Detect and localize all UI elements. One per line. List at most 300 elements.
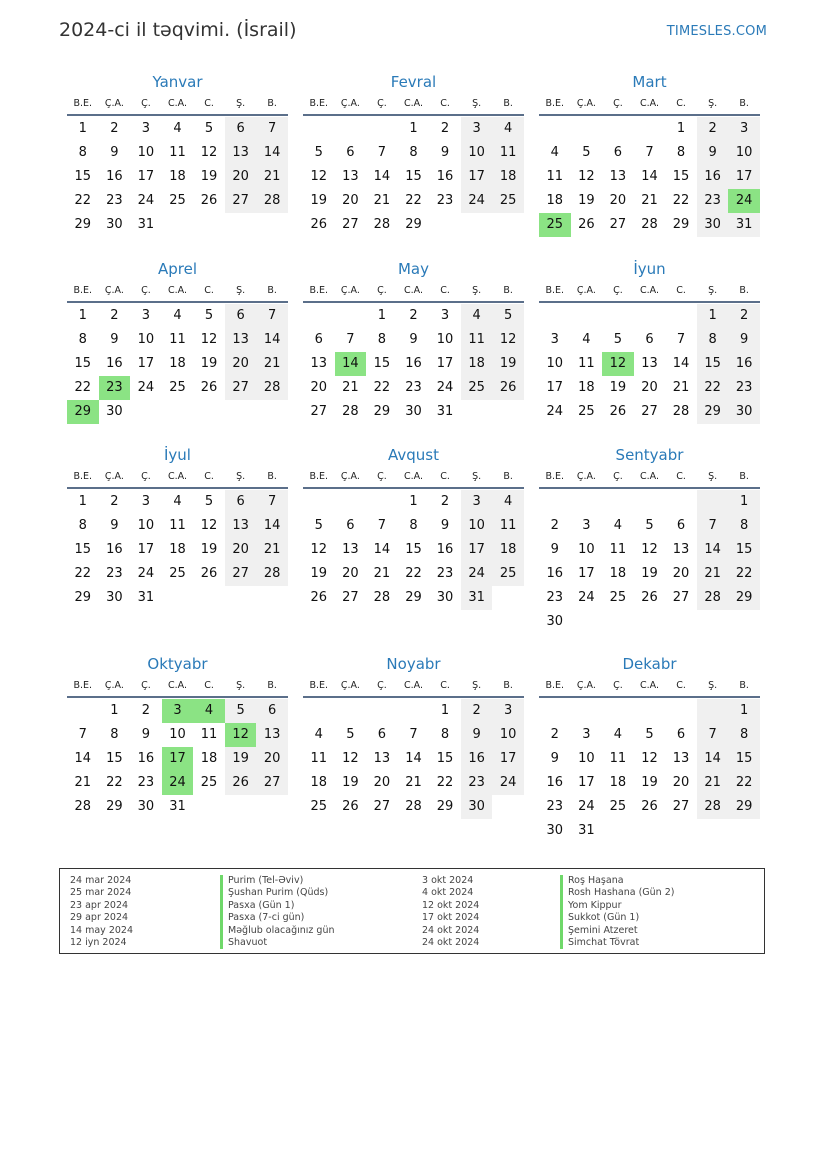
day-cell: 20: [672, 775, 690, 790]
weekday-label: C.: [204, 284, 214, 296]
day-cell: 13: [672, 542, 690, 557]
day-cell: 7: [256, 490, 288, 514]
day-cell: 19: [492, 352, 524, 376]
months-grid: [67, 72, 761, 843]
day-cell: 6: [676, 518, 686, 533]
weekday-header: [539, 674, 760, 698]
day-cell: 22: [405, 193, 422, 208]
weekday-label: B.: [503, 97, 513, 109]
weekday-label: Ç.A.: [576, 679, 596, 691]
day-cell: 9: [110, 145, 119, 160]
day-cell: 27: [672, 590, 690, 605]
day-cell: 21: [256, 352, 288, 376]
weekday-label: Ç.A.: [340, 284, 360, 296]
days-grid: [539, 303, 760, 424]
weekday-label: Ş.: [708, 284, 718, 296]
day-cell: 27: [641, 404, 658, 419]
day-cell: 14: [256, 141, 288, 165]
day-cell: 8: [78, 518, 87, 533]
weekday-label: Ş.: [236, 679, 246, 691]
month-4: [67, 259, 288, 424]
holiday-day-cell: 23: [99, 376, 131, 400]
day-cell: 26: [609, 404, 627, 419]
day-cell: 28: [641, 217, 658, 232]
empty-cell: [571, 699, 603, 723]
day-cell: 17: [492, 747, 524, 771]
day-cell: 7: [645, 145, 654, 160]
day-cell: 3: [728, 117, 760, 141]
day-cell: 7: [78, 727, 87, 742]
weekday-label: C.A.: [639, 679, 659, 691]
weekday-label: B.: [503, 470, 513, 482]
day-cell: 22: [106, 775, 123, 790]
day-cell: 9: [440, 145, 450, 160]
day-cell: 9: [697, 141, 729, 165]
weekday-label: Ç.A.: [576, 284, 596, 296]
day-cell: 14: [373, 542, 391, 557]
day-cell: 12: [492, 328, 524, 352]
day-cell: 12: [342, 751, 359, 766]
day-cell: 27: [225, 376, 257, 400]
days-grid: [539, 698, 760, 843]
weekday-label: Ç.A.: [104, 97, 124, 109]
day-cell: 3: [461, 117, 493, 141]
holiday-date: 12 okt 2024: [422, 899, 480, 911]
day-cell: 18: [310, 775, 328, 790]
weekday-label: Ç.A.: [104, 470, 124, 482]
day-cell: 18: [492, 538, 524, 562]
day-cell: 28: [697, 795, 729, 819]
holiday-day-cell: 24: [162, 771, 194, 795]
day-cell: 22: [74, 380, 92, 395]
day-cell: 25: [578, 404, 595, 419]
day-cell: 22: [697, 376, 729, 400]
day-cell: 11: [492, 141, 524, 165]
day-cell: 2: [728, 304, 760, 328]
day-cell: 5: [314, 518, 323, 533]
day-cell: 19: [310, 566, 328, 581]
day-cell: 28: [256, 562, 288, 586]
day-cell: 5: [645, 727, 654, 742]
day-cell: 11: [310, 751, 328, 766]
weekday-label: Ç.: [377, 97, 387, 109]
day-cell: 2: [550, 727, 559, 742]
day-cell: 15: [405, 169, 422, 184]
day-cell: 15: [405, 542, 422, 557]
empty-cell: [539, 699, 571, 723]
holiday-name: Məğlub olacağınız gün: [220, 925, 410, 937]
weekday-label: C.A.: [639, 284, 659, 296]
day-cell: 6: [256, 699, 288, 723]
day-cell: 30: [436, 590, 454, 605]
weekday-label: C.: [204, 679, 214, 691]
weekday-label: Ç.A.: [340, 470, 360, 482]
day-cell: 27: [256, 771, 288, 795]
day-cell: 15: [74, 542, 92, 557]
day-cell: 4: [461, 304, 493, 328]
weekday-label: B.: [503, 679, 513, 691]
day-cell: 10: [492, 723, 524, 747]
empty-cell: [634, 304, 666, 328]
weekday-label: B.: [739, 679, 749, 691]
brand-link[interactable]: TIMESLES.COM: [666, 24, 767, 39]
day-cell: 7: [697, 514, 729, 538]
empty-cell: [335, 304, 367, 328]
day-cell: 30: [106, 404, 123, 419]
day-cell: 22: [74, 566, 92, 581]
day-cell: 14: [697, 747, 729, 771]
weekday-label: C.: [440, 679, 450, 691]
day-cell: 16: [728, 352, 760, 376]
weekday-label: Ç.: [377, 470, 387, 482]
month-11: [303, 654, 524, 843]
day-cell: 1: [676, 121, 686, 136]
day-cell: 10: [436, 332, 454, 347]
weekday-label: C.: [676, 679, 686, 691]
holiday-day-cell: 29: [67, 400, 99, 424]
empty-cell: [665, 699, 697, 723]
holiday-dates-right: [422, 875, 557, 949]
day-cell: 8: [697, 328, 729, 352]
day-cell: 24: [461, 189, 493, 213]
day-cell: 21: [342, 380, 359, 395]
day-cell: 8: [676, 145, 686, 160]
month-1: [67, 72, 288, 237]
day-cell: 4: [173, 121, 182, 136]
weekday-label: Ş.: [472, 97, 482, 109]
day-cell: 1: [440, 703, 450, 718]
day-cell: 27: [310, 404, 328, 419]
day-cell: 16: [461, 747, 493, 771]
day-cell: 21: [405, 775, 422, 790]
holiday-day-cell: 4: [193, 699, 225, 723]
page-title: 2024-ci il təqvimi. (İsrail): [59, 19, 297, 41]
day-cell: 2: [110, 494, 119, 509]
empty-cell: [303, 304, 335, 328]
day-cell: 4: [492, 117, 524, 141]
day-cell: 7: [697, 723, 729, 747]
days-grid: [303, 116, 524, 237]
day-cell: 1: [409, 121, 418, 136]
holiday-date: 24 okt 2024: [422, 936, 480, 948]
weekday-label: C.A.: [167, 284, 187, 296]
day-cell: 28: [373, 590, 391, 605]
holiday-date: 14 may 2024: [70, 924, 134, 936]
day-cell: 23: [728, 376, 760, 400]
weekday-label: B.E.: [73, 284, 93, 296]
day-cell: 21: [74, 775, 92, 790]
day-cell: 17: [137, 542, 155, 557]
day-cell: 15: [436, 751, 454, 766]
day-cell: 18: [492, 165, 524, 189]
day-cell: 8: [377, 332, 387, 347]
day-cell: 27: [373, 799, 391, 814]
weekday-label: B.E.: [309, 679, 329, 691]
day-cell: 7: [256, 304, 288, 328]
holiday-date: 25 mar 2024: [70, 887, 132, 899]
day-cell: 31: [461, 586, 493, 610]
weekday-label: C.A.: [403, 97, 423, 109]
day-cell: 14: [672, 356, 690, 371]
day-cell: 11: [169, 518, 186, 533]
weekday-label: B.: [267, 97, 277, 109]
weekday-header: [303, 674, 524, 698]
day-cell: 6: [314, 332, 323, 347]
empty-cell: [602, 117, 634, 141]
day-cell: 30: [546, 614, 564, 629]
day-cell: 18: [609, 775, 627, 790]
weekday-label: B.E.: [73, 97, 93, 109]
day-cell: 23: [546, 590, 564, 605]
days-grid: [539, 116, 760, 237]
month-name: Mart: [632, 73, 667, 91]
weekday-label: Ş.: [708, 470, 718, 482]
day-cell: 26: [492, 376, 524, 400]
day-cell: 26: [641, 799, 658, 814]
day-cell: 8: [78, 145, 87, 160]
empty-cell: [67, 699, 99, 723]
day-cell: 17: [461, 538, 493, 562]
day-cell: 26: [200, 193, 218, 208]
day-cell: 1: [110, 703, 119, 718]
day-cell: 16: [436, 169, 454, 184]
day-cell: 14: [641, 169, 658, 184]
weekday-label: B.E.: [309, 97, 329, 109]
weekday-label: C.A.: [639, 97, 659, 109]
empty-cell: [571, 117, 603, 141]
day-cell: 5: [314, 145, 323, 160]
month-10: [67, 654, 288, 843]
day-cell: 4: [314, 727, 323, 742]
day-cell: 14: [74, 751, 92, 766]
day-cell: 1: [697, 304, 729, 328]
day-cell: 9: [409, 332, 418, 347]
day-cell: 14: [373, 169, 391, 184]
day-cell: 27: [609, 217, 627, 232]
day-cell: 20: [641, 380, 658, 395]
holiday-day-cell: 14: [335, 352, 367, 376]
day-cell: 23: [461, 771, 493, 795]
weekday-label: B.: [739, 97, 749, 109]
weekday-label: C.A.: [167, 97, 187, 109]
day-cell: 6: [377, 727, 387, 742]
holiday-name: Shavuot: [220, 937, 410, 949]
holiday-date: 24 mar 2024: [70, 875, 132, 886]
day-cell: 25: [200, 775, 218, 790]
day-cell: 8: [728, 723, 760, 747]
day-cell: 28: [697, 586, 729, 610]
day-cell: 19: [200, 542, 218, 557]
day-cell: 16: [106, 356, 123, 371]
day-cell: 16: [137, 751, 155, 766]
weekday-label: C.: [204, 470, 214, 482]
day-cell: 18: [169, 356, 186, 371]
weekday-header: [67, 674, 288, 698]
day-cell: 27: [225, 562, 257, 586]
day-cell: 19: [310, 193, 328, 208]
weekday-label: Ç.: [613, 97, 623, 109]
day-cell: 12: [310, 169, 328, 184]
day-cell: 17: [578, 566, 595, 581]
weekday-label: B.E.: [73, 470, 93, 482]
day-cell: 5: [613, 332, 623, 347]
day-cell: 23: [697, 189, 729, 213]
day-cell: 26: [225, 771, 257, 795]
day-cell: 1: [377, 308, 387, 323]
day-cell: 28: [256, 376, 288, 400]
day-cell: 2: [440, 494, 450, 509]
day-cell: 1: [728, 490, 760, 514]
empty-cell: [602, 304, 634, 328]
empty-cell: [303, 699, 335, 723]
weekday-label: B.E.: [545, 679, 565, 691]
day-cell: 23: [106, 566, 123, 581]
empty-cell: [665, 304, 697, 328]
day-cell: 10: [546, 356, 564, 371]
weekday-label: Ç.: [141, 679, 151, 691]
day-cell: 22: [373, 380, 391, 395]
day-cell: 21: [373, 566, 391, 581]
day-cell: 7: [409, 727, 418, 742]
day-cell: 10: [137, 518, 155, 533]
day-cell: 22: [672, 193, 690, 208]
weekday-label: B.E.: [73, 679, 93, 691]
day-cell: 31: [578, 823, 595, 838]
day-cell: 17: [436, 356, 454, 371]
weekday-label: Ç.: [141, 284, 151, 296]
weekday-header: [303, 92, 524, 116]
month-name: Fevral: [390, 73, 437, 91]
day-cell: 27: [342, 217, 359, 232]
weekday-label: Ç.A.: [576, 97, 596, 109]
day-cell: 14: [256, 514, 288, 538]
empty-cell: [571, 490, 603, 514]
day-cell: 21: [256, 165, 288, 189]
day-cell: 30: [106, 590, 123, 605]
day-cell: 1: [78, 494, 87, 509]
day-cell: 18: [461, 352, 493, 376]
holiday-date: 3 okt 2024: [422, 875, 474, 886]
weekday-label: B.: [267, 284, 277, 296]
day-cell: 27: [225, 189, 257, 213]
day-cell: 27: [672, 799, 690, 814]
month-name: Noyabr: [386, 655, 441, 673]
day-cell: 16: [546, 775, 564, 790]
month-name: İyul: [164, 446, 191, 464]
day-cell: 15: [373, 356, 391, 371]
day-cell: 6: [225, 117, 257, 141]
day-cell: 9: [440, 518, 450, 533]
day-cell: 20: [256, 747, 288, 771]
day-cell: 11: [169, 332, 186, 347]
day-cell: 10: [137, 332, 155, 347]
day-cell: 2: [697, 117, 729, 141]
day-cell: 29: [373, 404, 391, 419]
day-cell: 29: [672, 217, 690, 232]
holiday-date: 17 okt 2024: [422, 912, 480, 924]
day-cell: 19: [641, 775, 658, 790]
day-cell: 1: [78, 121, 87, 136]
day-cell: 14: [697, 538, 729, 562]
day-cell: 28: [256, 189, 288, 213]
weekday-label: C.A.: [167, 679, 187, 691]
day-cell: 17: [546, 380, 564, 395]
weekday-label: B.E.: [309, 284, 329, 296]
empty-cell: [602, 699, 634, 723]
day-cell: 25: [310, 799, 328, 814]
holiday-name: Pasxa (Gün 1): [220, 900, 410, 912]
day-cell: 25: [609, 799, 627, 814]
day-cell: 24: [461, 562, 493, 586]
day-cell: 23: [405, 380, 422, 395]
day-cell: 2: [440, 121, 450, 136]
day-cell: 16: [697, 165, 729, 189]
weekday-label: Ç.: [613, 679, 623, 691]
day-cell: 4: [173, 308, 182, 323]
day-cell: 20: [342, 193, 359, 208]
days-grid: [539, 489, 760, 634]
day-cell: 8: [728, 514, 760, 538]
day-cell: 7: [377, 145, 387, 160]
day-cell: 28: [672, 404, 690, 419]
day-cell: 24: [492, 771, 524, 795]
day-cell: 29: [74, 217, 92, 232]
day-cell: 6: [346, 145, 355, 160]
day-cell: 22: [728, 771, 760, 795]
day-cell: 17: [461, 165, 493, 189]
day-cell: 19: [225, 747, 257, 771]
empty-cell: [697, 699, 729, 723]
day-cell: 16: [436, 542, 454, 557]
day-cell: 13: [256, 723, 288, 747]
day-cell: 28: [373, 217, 391, 232]
weekday-label: Ç.A.: [340, 97, 360, 109]
weekday-label: Ç.A.: [104, 284, 124, 296]
day-cell: 10: [169, 727, 186, 742]
day-cell: 26: [342, 799, 359, 814]
day-cell: 13: [641, 356, 658, 371]
day-cell: 14: [256, 328, 288, 352]
day-cell: 3: [141, 121, 151, 136]
days-grid: [303, 303, 524, 424]
day-cell: 3: [492, 699, 524, 723]
day-cell: 6: [225, 304, 257, 328]
day-cell: 25: [492, 562, 524, 586]
day-cell: 13: [310, 356, 328, 371]
day-cell: 21: [697, 771, 729, 795]
weekday-header: [67, 279, 288, 303]
month-name: Avqust: [388, 446, 439, 464]
empty-cell: [335, 490, 367, 514]
day-cell: 2: [461, 699, 493, 723]
day-cell: 19: [200, 169, 218, 184]
day-cell: 29: [728, 586, 760, 610]
day-cell: 5: [492, 304, 524, 328]
day-cell: 29: [405, 217, 422, 232]
day-cell: 16: [405, 356, 422, 371]
day-cell: 3: [550, 332, 559, 347]
day-cell: 9: [461, 723, 493, 747]
day-cell: 2: [550, 518, 559, 533]
day-cell: 13: [342, 542, 359, 557]
day-cell: 19: [200, 356, 218, 371]
month-9: [539, 445, 760, 634]
day-cell: 25: [169, 193, 186, 208]
day-cell: 12: [641, 542, 658, 557]
day-cell: 30: [697, 213, 729, 237]
day-cell: 23: [436, 193, 454, 208]
day-cell: 31: [137, 590, 155, 605]
